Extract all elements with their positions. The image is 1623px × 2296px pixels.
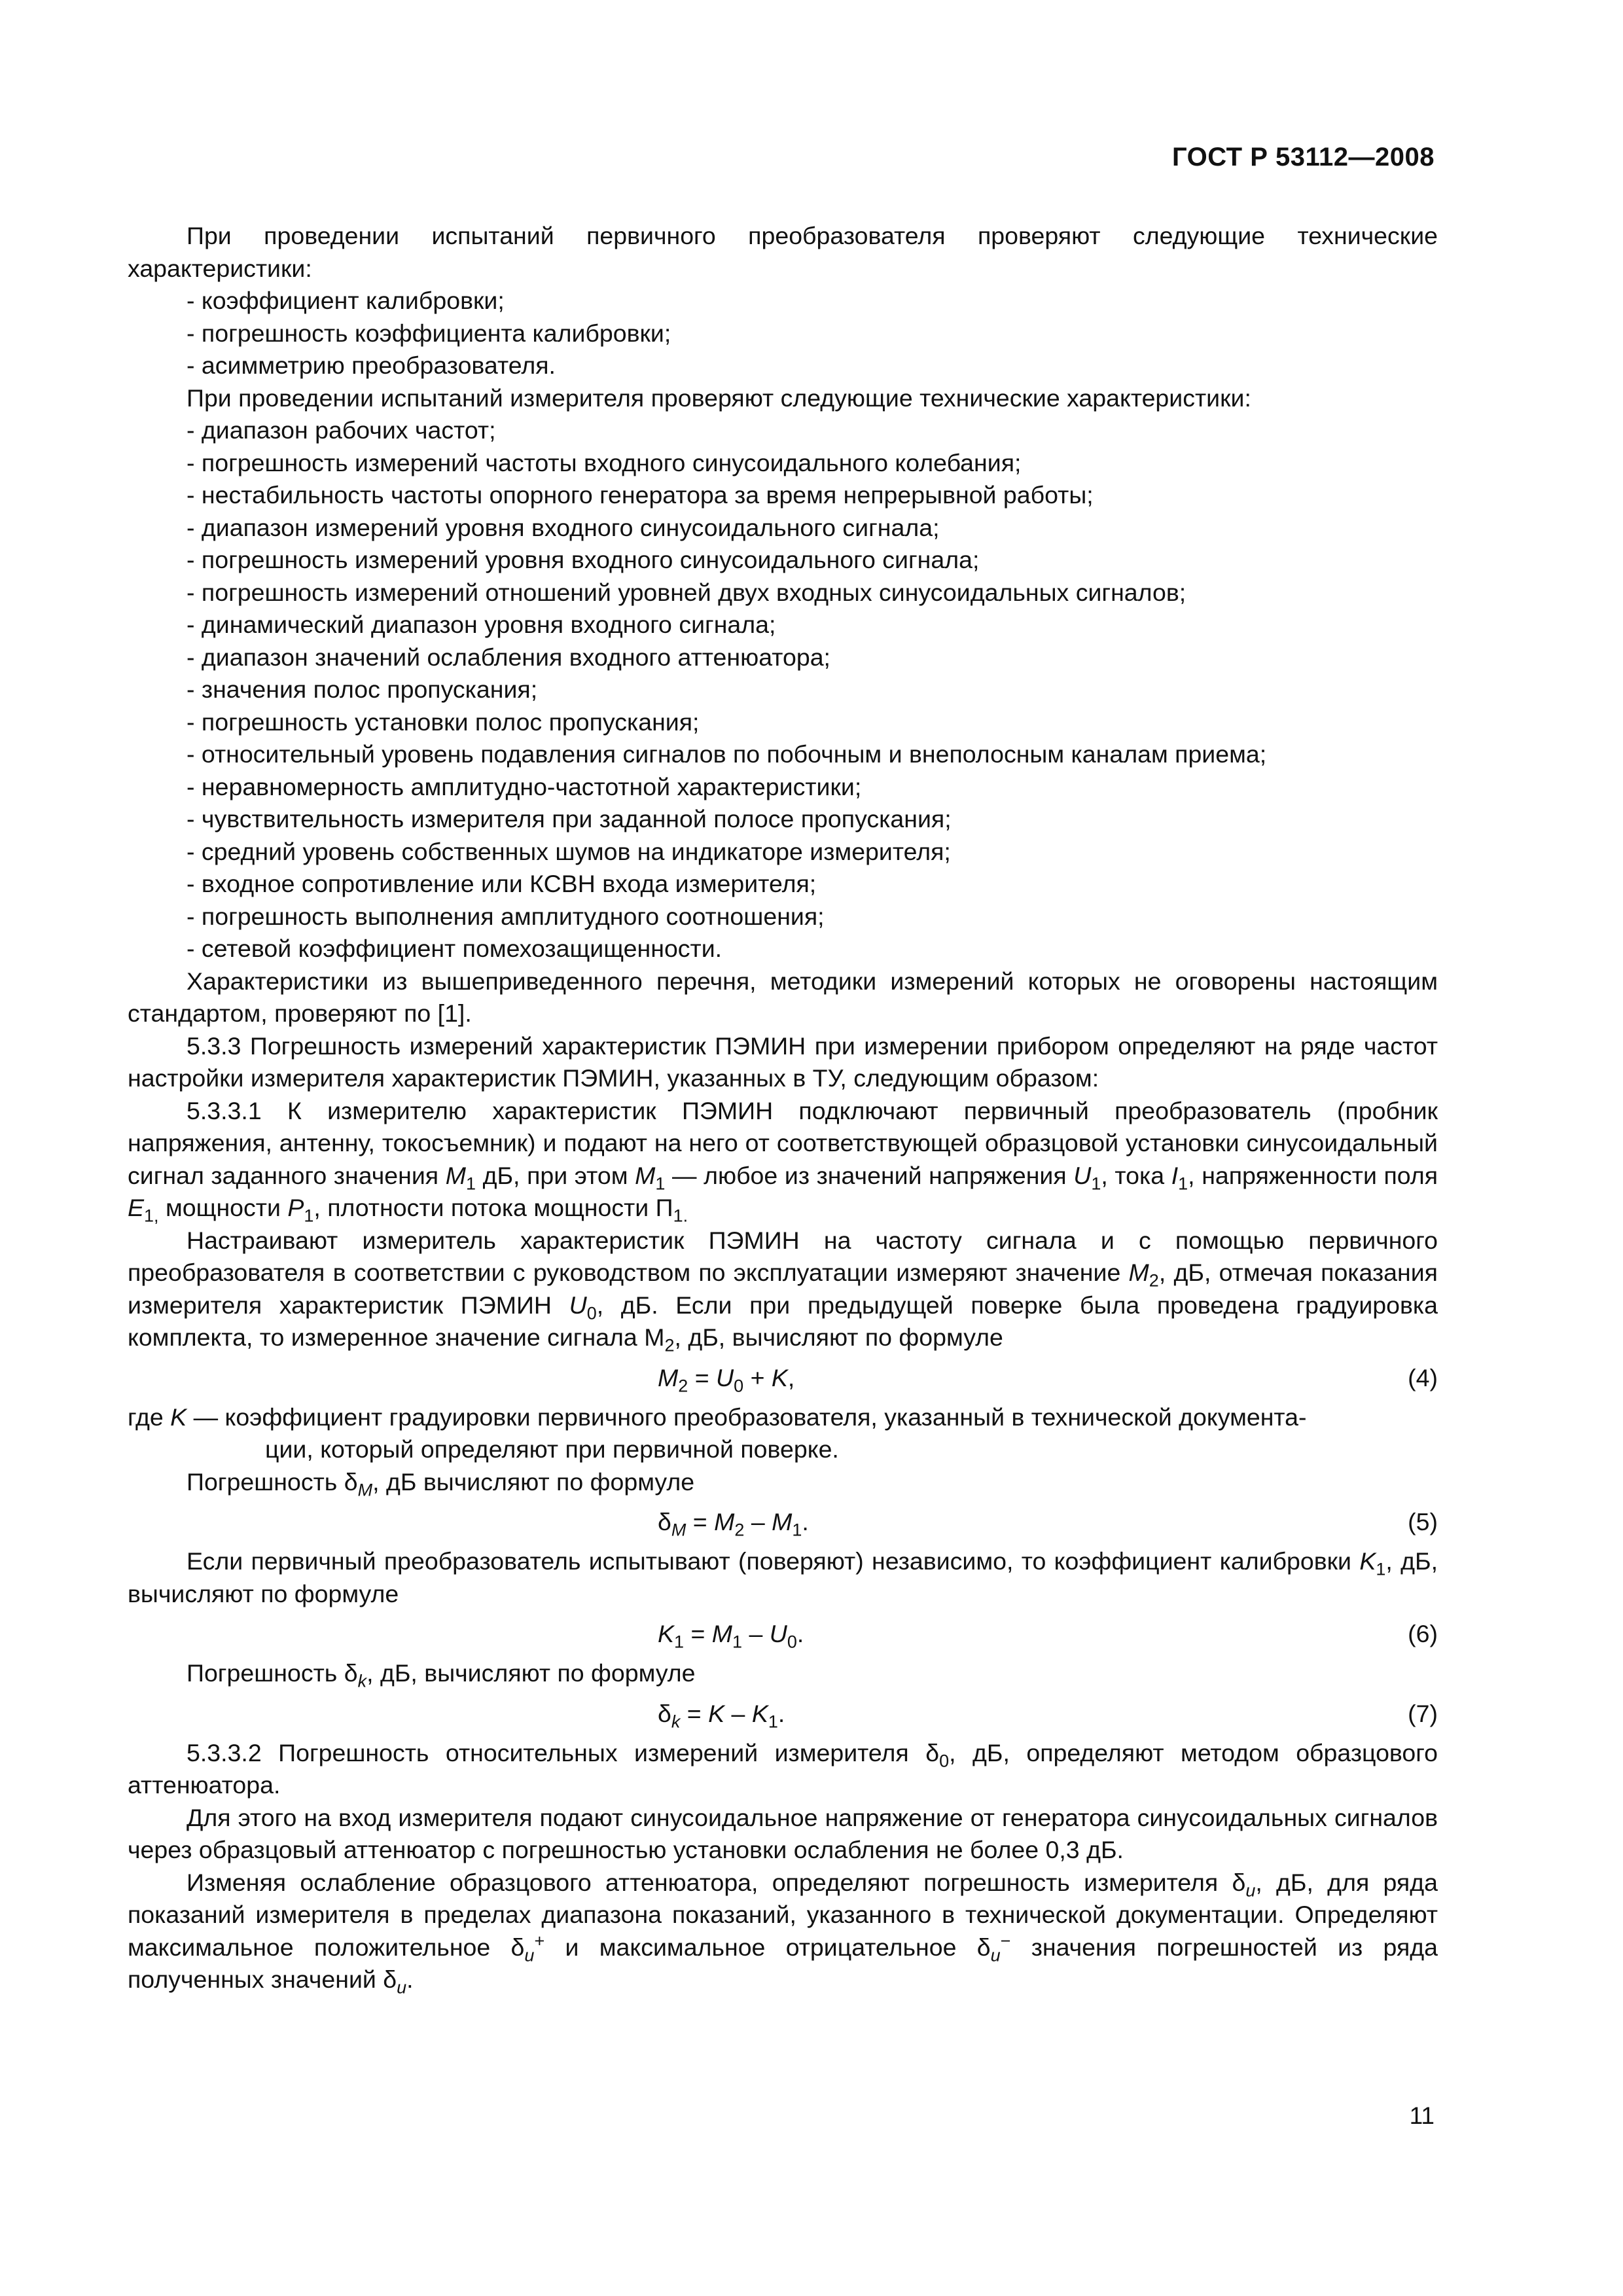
list-item: - динамический диапазон уровня входного сигнала;: [187, 611, 776, 638]
section-5-3-3-2: 5.3.3.2 Погрешность относительных измерений измерителя $\delta_0$, дБ, определяют методом образцового аттенюатора.: [128, 1738, 1438, 1799]
formula-expression: $K_1 = M_1 - U_0$.: [658, 1620, 804, 1652]
list-item: - чувствительность измерителя при заданной полосе пропускания;: [187, 805, 952, 833]
paragraph: Для этого на вход измерителя подают синусоидальное напряжение от генератора синусоидальных сигналов через образцовый аттенюатор с погрешностью установки ослабления не более 0,3 дБ.: [128, 1803, 1438, 1863]
paragraph: При проведении испытаний измерителя проверяют следующие технические характеристики:: [187, 384, 1251, 412]
list-item: - нестабильность частоты опорного генератора за время непрерывной работы;: [187, 481, 1094, 509]
list-item: - средний уровень собственных шумов на индикаторе измерителя;: [187, 837, 951, 865]
formula-expression: $M_2 = U_0 + K$,: [658, 1363, 795, 1395]
list-item: - погрешность коэффициента калибровки;: [187, 319, 671, 347]
paragraph: Изменяя ослабление образцового аттенюатора, определяют погрешность измерителя $\delta_и$, дБ, для ряда показаний измерителя в пределах диапазона показаний, указанного в технической документации. Определяют максимальное положительное $\delta_и^+$ и максимальное отрицательное $\delta_и^-$ значения погрешностей из ряда полученных значений $\delta_и$.: [128, 1868, 1438, 1998]
list-item: - погрешность измерений уровня входного синусоидального сигнала;: [187, 546, 980, 573]
formula-6: [128, 1610, 1438, 1657]
formula-number: (7): [1408, 1699, 1438, 1727]
list-item: - погрешность выполнения амплитудного соотношения;: [187, 902, 825, 930]
list-item: - входное сопротивление или КСВН входа измерителя;: [187, 870, 817, 897]
list-item: - относительный уровень подавления сигналов по побочным и внеполосным каналам приема;: [187, 740, 1267, 768]
page-body: [128, 220, 1438, 1996]
list-item: - асимметрию преобразователя.: [187, 351, 556, 379]
formula-expression: $\delta_k = K - K_1$.: [658, 1699, 785, 1731]
list-item: - погрешность измерений частоты входного синусоидального колебания;: [187, 448, 1022, 476]
paragraph: Характеристики из вышеприведенного перечня, методики измерений которых не оговорены настоящим стандартом, проверяют по [1].: [128, 967, 1438, 1027]
formula-number: (6): [1408, 1620, 1438, 1647]
list-item: - коэффициент калибровки;: [187, 287, 505, 314]
page-number: 11: [1409, 2102, 1435, 2129]
formula-expression: $\delta_M = M_2 - M_1$.: [658, 1508, 809, 1540]
list-item: - значения полос пропускания;: [187, 675, 538, 703]
formula-7: [128, 1690, 1438, 1737]
formula-number: (5): [1408, 1508, 1438, 1535]
list-item: - погрешность установки полос пропускания;: [187, 708, 700, 736]
standard-code: ГОСТ Р 53112—2008: [1172, 143, 1435, 171]
paragraph: Погрешность $\delta_M$, дБ вычисляют по формуле: [187, 1467, 695, 1499]
list-item: - диапазон измерений уровня входного синусоидального сигнала;: [187, 513, 940, 541]
paragraph: Настраивают измеритель характеристик ПЭМИН на частоту сигнала и с помощью первичного преобразователя в соответствии с руководством по эксплуатации измеряют значение $M_2$, дБ, отмечая показания измерителя характеристик ПЭМИН $U_0$, дБ. Если при предыдущей поверке была проведена градуировка комплекта, то измеренное значение сигнала $M_2$, дБ, вычисляют по формуле: [128, 1226, 1438, 1355]
formula-where: где K — коэффициент градуировки первичного преобразователя, указанный в технической документа-: [128, 1403, 1307, 1431]
formula-number: (4): [1408, 1363, 1438, 1391]
formula-5: [128, 1498, 1438, 1545]
section-5-3-3: 5.3.3 Погрешность измерений характеристик ПЭМИН при измерении прибором определяют на ряде частот настройки измерителя характеристик ПЭМИН, указанных в ТУ, следующим образом:: [128, 1031, 1438, 1092]
list-primary-converter: [128, 285, 1438, 382]
list-item: - диапазон рабочих частот;: [187, 416, 496, 444]
formula-4: [128, 1354, 1438, 1401]
paragraph: При проведении испытаний первичного преобразователя проверяют следующие технические характеристики:: [128, 222, 1438, 282]
section-5-3-3-1: 5.3.3.1 К измерителю характеристик ПЭМИН подключают первичный преобразователь (пробник напряжения, антенну, токосъемник) и подают на него от соответствующей образцовой установки синусоидальный сигнал заданного значения $M_1$ дБ, при этом $M_1$ — любое из значений напряжения $U_1$, тока $I_1$, напряженности поля $E_{1,}$ мощности $P_1$, плотности потока мощности $П_{1.}$: [128, 1096, 1438, 1226]
paragraph: Погрешность $\delta_k$, дБ, вычисляют по формуле: [187, 1659, 696, 1691]
formula-where-continued: ции, который определяют при первичной поверке.: [265, 1435, 839, 1463]
paragraph: Если первичный преобразователь испытывают (поверяют) независимо, то коэффициент калибровки $K_1$, дБ, вычисляют по формуле: [128, 1547, 1438, 1607]
list-item: - погрешность измерений отношений уровней двух входных синусоидальных сигналов;: [187, 578, 1186, 606]
list-item: - неравномерность амплитудно-частотной характеристики;: [187, 772, 862, 800]
list-meter: [128, 414, 1438, 965]
list-item: - диапазон значений ослабления входного аттенюатора;: [187, 643, 830, 671]
list-item: - сетевой коэффициент помехозащищенности.: [187, 935, 722, 962]
